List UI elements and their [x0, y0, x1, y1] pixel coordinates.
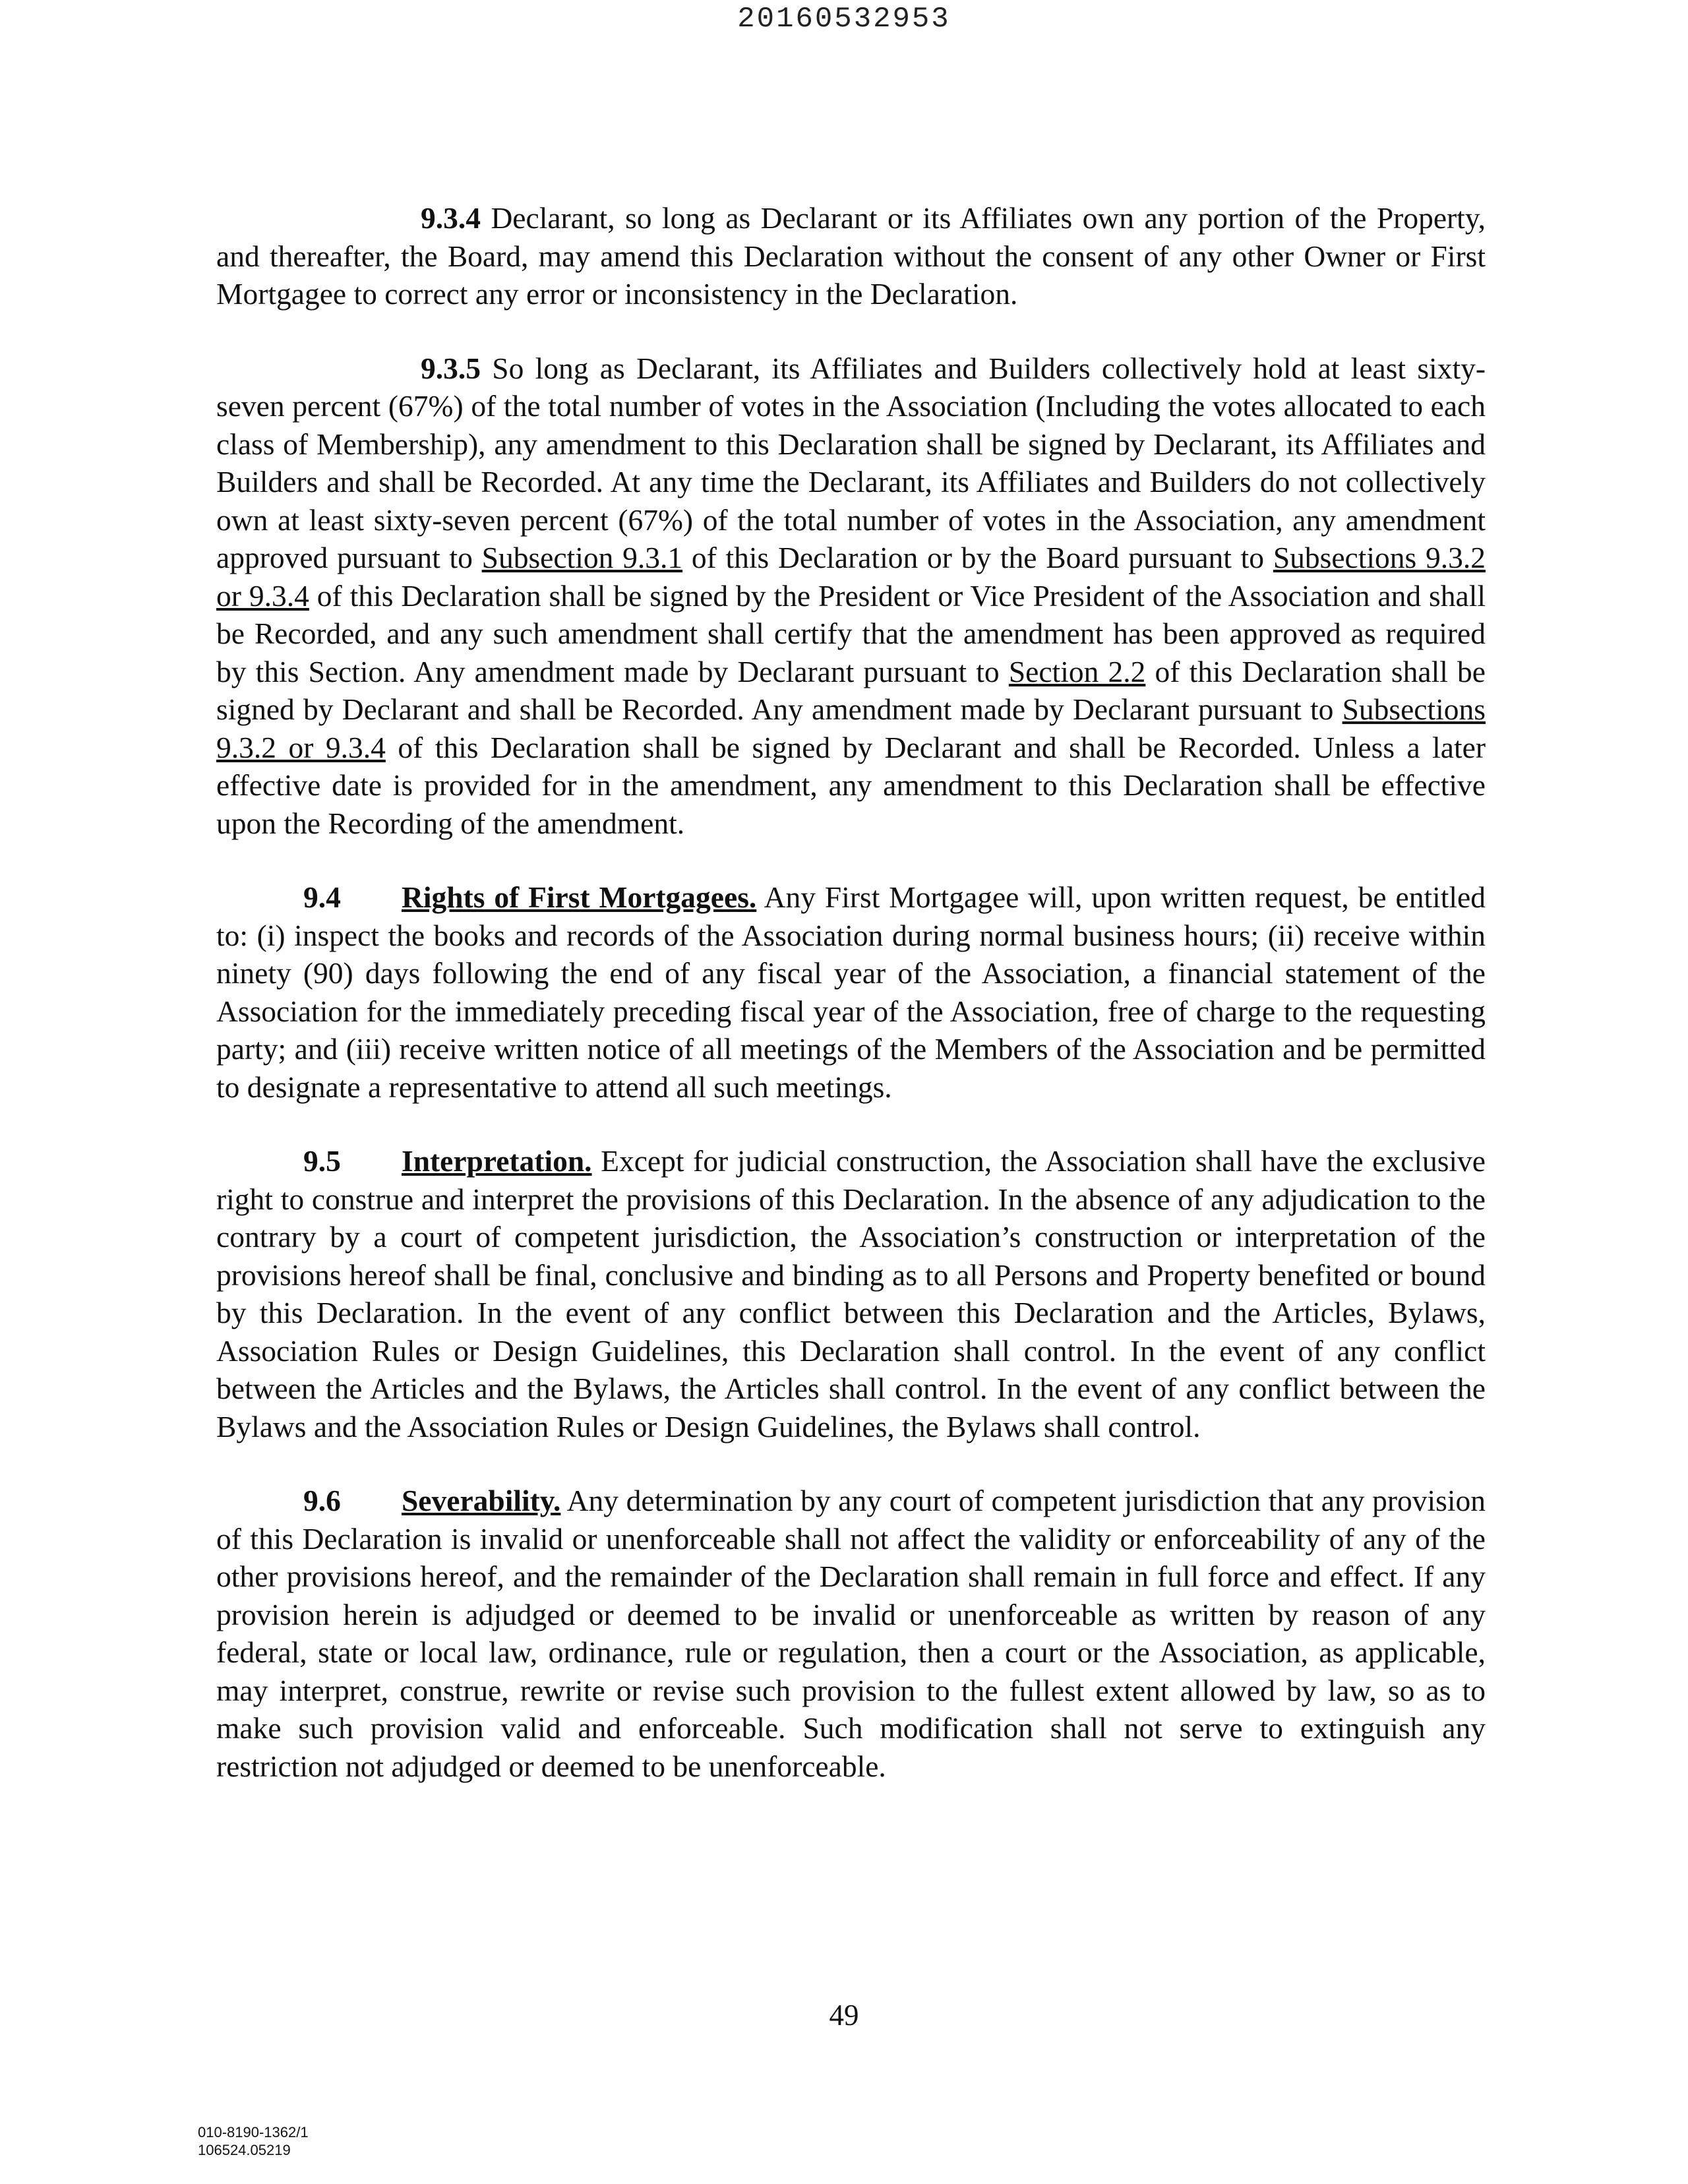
paragraph-text: Any determination by any court of competent jurisdiction that any provision of this Declaration is invalid or unenforceable shall not affect the validity or enforceability of any of the other provisions hereof, and the remainder of the Declaration shall remain in full force and effect. If any provision herein is adjudged or deemed to be invalid or unenforceable as written by reason of any federal, state or local law, ordinance, rule or regulation, then a court or the Association, as applicable, may interpret, construe, rewrite or revise such provision to the fullest extent allowed by law, so as to make such provision valid and enforceable. Such modification shall not serve to extinguish any restriction not adjudged or deemed to be unenforceable.	[216, 1484, 1486, 1783]
section-heading: Rights of First Mortgagees.	[402, 880, 757, 914]
footer-code-line: 010-8190-1362/1	[198, 2124, 309, 2140]
section-heading: Interpretation.	[402, 1144, 592, 1178]
section-heading: Severability.	[402, 1484, 561, 1517]
paragraph-9-3-5	[216, 349, 1486, 843]
document-number: 20160532953	[737, 3, 951, 36]
cross-reference: Subsections 9.3.2 or 9.3.4	[216, 692, 1486, 764]
paragraph-text: Except for judicial construction, the Association shall have the exclusive right to construe and interpret the provisions of this Declaration. In the absence of any adjudication to the contrary by a court of competent jurisdiction, the Association’s construction or interpretation of the provisions hereof shall be final, conclusive and binding as to all Persons and Property benefited or bound by this Declaration. In the event of any conflict between this Declaration and the Articles, Bylaws, Association Rules or Design Guidelines, this Declaration shall control. In the event of any conflict between the Articles and the Bylaws, the Articles shall control. In the event of any conflict between the Bylaws and the Association Rules or Design Guidelines, the Bylaws shall control.	[216, 1144, 1486, 1443]
section-9-6	[216, 1482, 1486, 1785]
paragraph-text: of this Declaration shall be signed by the President or Vice President of the Association and shall be Recorded, and any such amendment shall certify that the amendment has been approved as required by this Section. Any amendment made by Declarant pursuant to	[216, 578, 1486, 688]
section-9-4	[216, 878, 1486, 1106]
section-9-5	[216, 1142, 1486, 1445]
paragraph-text: of this Declaration shall be signed by Declarant and shall be Recorded. Any amendment made by Declarant pursuant to	[216, 654, 1486, 726]
paragraph-text: Any First Mortgagee will, upon written request, be entitled to: (i) inspect the books and records of the Association during normal business hours; (ii) receive within ninety (90) days following the end of any fiscal year of the Association, a financial statement of the Association for the immediately preceding fiscal year of the Association, free of charge to the requesting party; and (iii) receive written notice of all meetings of the Members of the Association and be permitted to designate a representative to attend all such meetings.	[216, 880, 1486, 1104]
paragraph-text: Declarant, so long as Declarant or its Affiliates own any portion of the Property, and thereafter, the Board, may amend this Declaration without the consent of any other Owner or First Mortgagee to correct any error or inconsistency in the Declaration.	[216, 201, 1486, 311]
section-number: 9.6	[303, 1484, 341, 1517]
paragraph-9-3-4	[216, 199, 1486, 313]
section-number: 9.4	[303, 880, 341, 914]
cross-reference: Subsection 9.3.1	[481, 541, 683, 574]
paragraph-text: So long as Declarant, its Affiliates and Builders collectively hold at least sixty-seven percent (67%) of the total number of votes in the Association (Including the votes allocated to each class of Membership), any amendment to this Declaration shall be signed by Declarant, its Affiliates and Builders and shall be Recorded. At any time the Declarant, its Affiliates and Builders do not collectively own at least sixty-seven percent (67%) of the total number of votes in the Association, any amendment approved pursuant to	[216, 351, 1486, 574]
paragraph-text: of this Declaration shall be signed by Declarant and shall be Recorded. Unless a later effective date is provided for in the amendment, any amendment to this Declaration shall be effective upon the Recording of the amendment.	[216, 730, 1486, 840]
section-number: 9.3.4	[421, 201, 481, 235]
cross-reference: Subsections 9.3.2 or 9.3.4	[216, 541, 1486, 613]
footer-code-line: 106524.05219	[198, 2142, 291, 2158]
section-number: 9.3.5	[421, 351, 481, 385]
cross-reference: Section 2.2	[1008, 654, 1146, 688]
section-number: 9.5	[303, 1144, 341, 1178]
footer-codes	[198, 2123, 309, 2159]
page-number: 49	[829, 1999, 859, 2032]
document-body	[216, 199, 1486, 1821]
paragraph-text: of this Declaration or by the Board pursuant to	[682, 541, 1273, 574]
